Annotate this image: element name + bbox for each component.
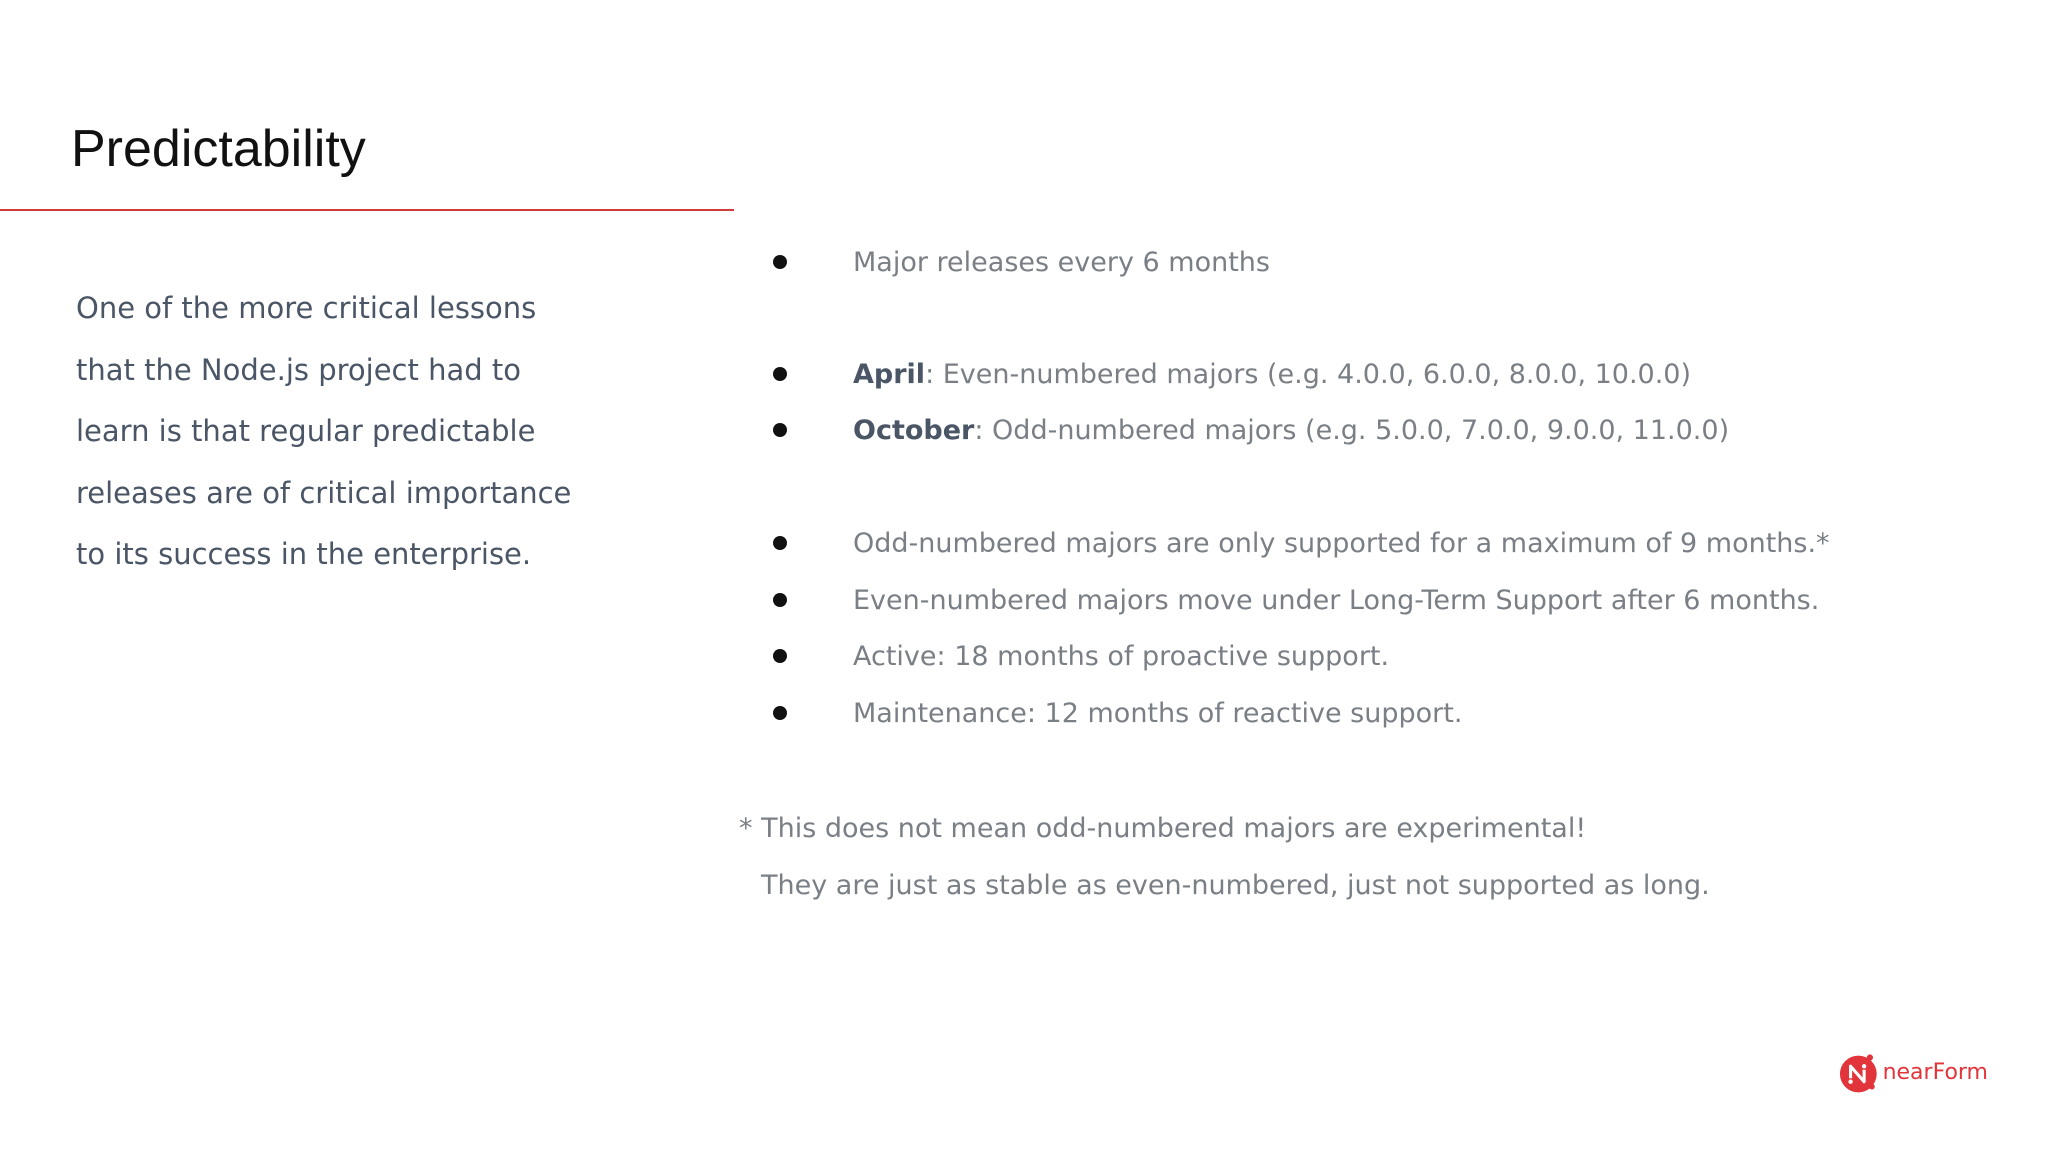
bullet-text: : Odd-numbered majors (e.g. 5.0.0, 7.0.0, 9.0.0, 11.0.0) bbox=[974, 414, 1730, 446]
bullet-dot bbox=[773, 536, 787, 550]
bullet-dot bbox=[773, 423, 787, 437]
bullet-lead: October bbox=[853, 414, 975, 446]
bullet-item bbox=[766, 572, 2006, 628]
intro-line: to its success in the enterprise. bbox=[76, 537, 532, 571]
intro-line: One of the more critical lessons bbox=[76, 291, 537, 325]
intro-paragraph bbox=[76, 278, 636, 586]
nearform-logo-icon bbox=[1838, 1051, 1881, 1095]
footnote-line: * This does not mean odd-numbered majors are experimental! bbox=[739, 813, 1587, 844]
bullet-item bbox=[766, 628, 2006, 684]
bullet-dot bbox=[773, 706, 787, 720]
slide-title: Predictability bbox=[71, 120, 366, 178]
bullet-item bbox=[766, 685, 2006, 741]
footnote-line: They are just as stable as even-numbered, just not supported as long. bbox=[761, 870, 1710, 901]
logo-text: nearForm bbox=[1882, 1060, 1988, 1085]
bullet-text: Odd-numbered majors are only supported for a maximum of 9 months.* bbox=[853, 527, 1830, 559]
bullet-dot bbox=[773, 255, 787, 269]
bullet-item bbox=[766, 346, 2006, 402]
bullet-text: Active: 18 months of proactive support. bbox=[853, 640, 1390, 672]
bullet-text: Major releases every 6 months bbox=[853, 246, 1270, 278]
title-divider bbox=[0, 209, 734, 211]
intro-line: that the Node.js project had to bbox=[76, 352, 521, 387]
bullet-item bbox=[766, 515, 2006, 571]
bullet-text: Even-numbered majors move under Long-Term Support after 6 months. bbox=[853, 584, 1820, 616]
nearform-logo bbox=[1838, 1050, 1988, 1096]
bullet-dot bbox=[773, 593, 787, 607]
bullet-item bbox=[766, 402, 2006, 458]
intro-line: learn is that regular predictable bbox=[76, 414, 536, 448]
bullet-lead: April bbox=[853, 358, 926, 390]
bullet-text: : Even-numbered majors (e.g. 4.0.0, 6.0.0, 8.0.0, 10.0.0) bbox=[925, 358, 1692, 390]
bullet-text: Maintenance: 12 months of reactive support. bbox=[853, 697, 1463, 729]
bullet-dot bbox=[773, 649, 787, 663]
intro-line: releases are of critical importance bbox=[76, 475, 572, 510]
bullet-dot bbox=[773, 367, 787, 381]
footnote bbox=[739, 800, 1939, 914]
bullet-item bbox=[766, 234, 2006, 290]
